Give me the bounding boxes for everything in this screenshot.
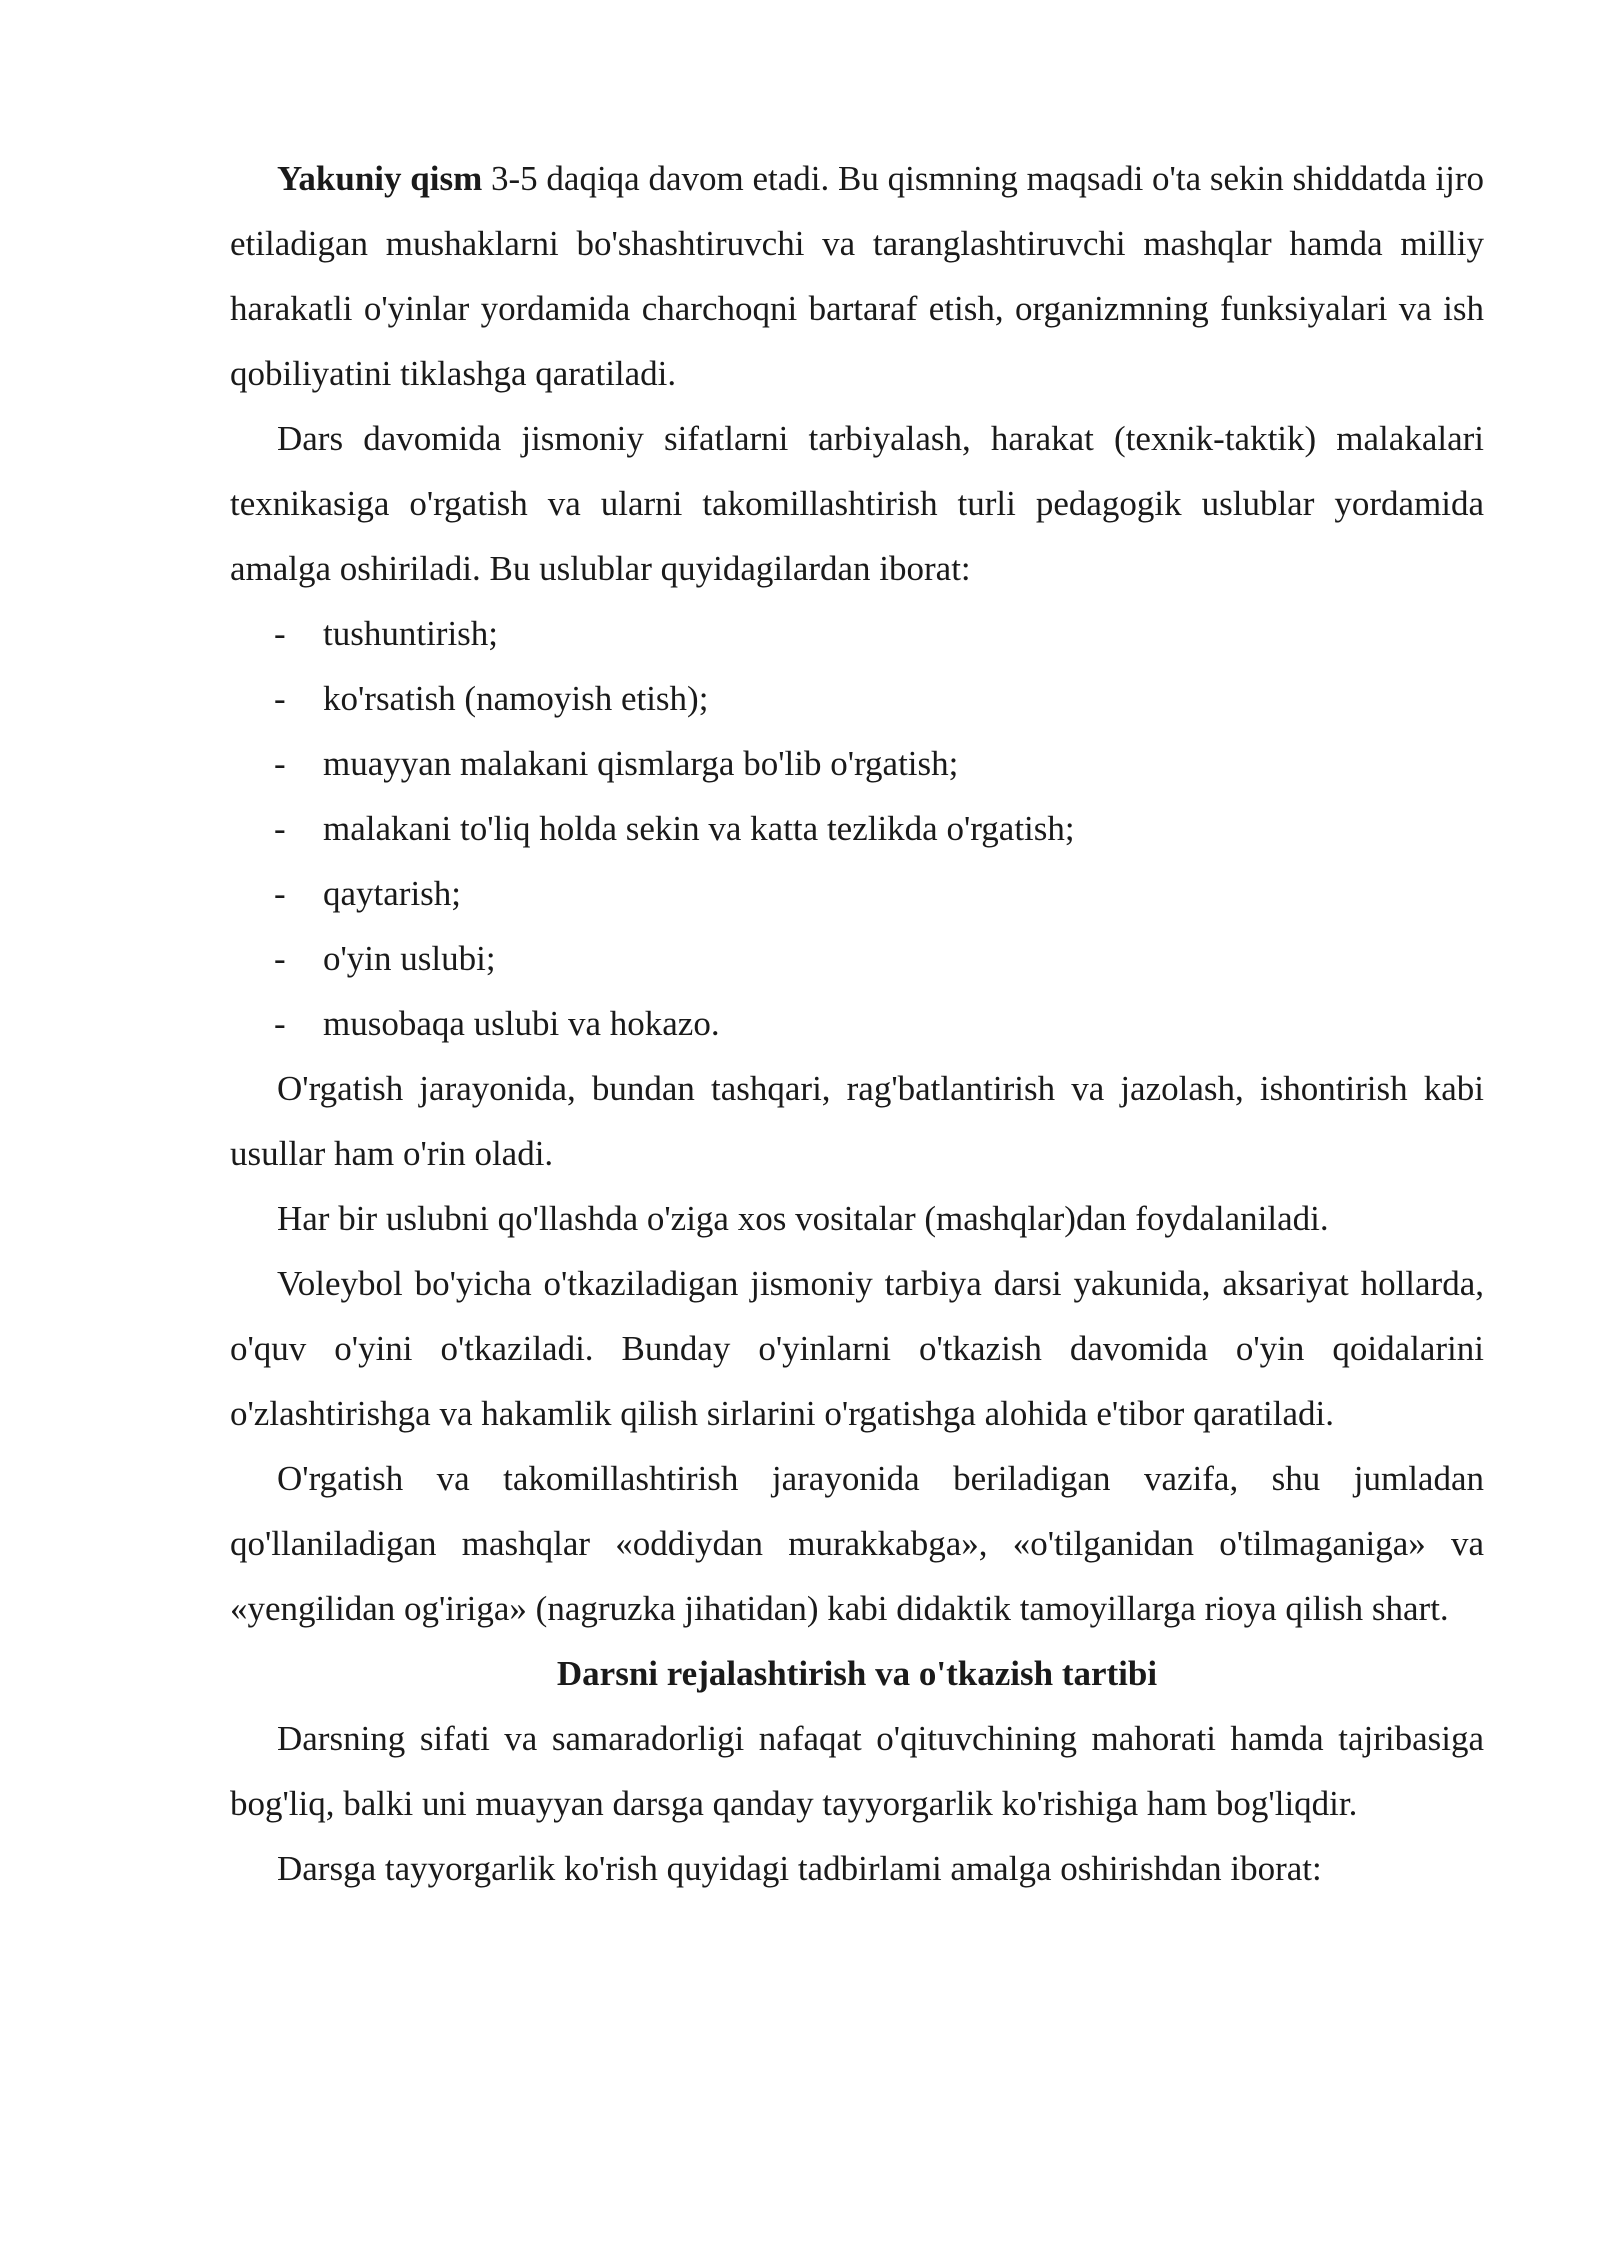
list-item: [230, 861, 1484, 926]
list-item: [230, 666, 1484, 731]
list-item: [230, 926, 1484, 991]
paragraph-lesson-quality: Darsning sifati va samaradorligi nafaqat o'qituvchining mahorati hamda tajribasiga bog'liq, balki uni muayyan darsga qanday tayyorgarlik ko'rishiga ham bog'liqdir.: [230, 1719, 1484, 1823]
list-item-text: malakani to'liq holda sekin va katta tezlikda o'rgatish;: [323, 809, 1075, 848]
paragraph-didactic-principles: O'rgatish va takomillashtirish jarayonida beriladigan vazifa, shu jumladan qo'llaniladigan mashqlar «oddiydan murakkabga», «o'tilganidan o'tilmaganiga» va «yengilidan og'iriga» (nagruzka jihatidan) kabi didaktik tamoyillarga rioya qilish shart.: [230, 1459, 1484, 1628]
paragraph-means: Har bir uslubni qo'llashda o'ziga xos vositalar (mashqlar)dan foydalaniladi.: [277, 1199, 1329, 1238]
paragraph-final-part: [230, 146, 1484, 406]
paragraph-volleyball: Voleybol bo'yicha o'tkaziladigan jismoniy tarbiya darsi yakunida, aksariyat hollarda, o'quv o'yini o'tkaziladi. Bunday o'yinlarni o'tkazish davomida o'yin qoidalarini o'zlashtirishga va hakamlik qilish sirlarini o'rgatishga alohida e'tibor qaratiladi.: [230, 1264, 1484, 1433]
list-item: [230, 796, 1484, 861]
list-dash: -: [274, 939, 286, 978]
paragraph-lead-term: Yakuniy qism: [277, 159, 483, 198]
list-item-text: ko'rsatish (namoyish etish);: [323, 679, 709, 718]
document-page: [230, 146, 1484, 1901]
paragraph-methods-intro: Dars davomida jismoniy sifatlarni tarbiyalash, harakat (texnik-taktik) malakalari texnikasiga o'rgatish va ularni takomillashtirish turli pedagogik uslublar yordamida amalga oshiriladi. Bu uslublar quyidagilardan iborat:: [230, 419, 1484, 588]
section-heading: Darsni rejalashtirish va o'tkazish tartibi: [556, 1654, 1158, 1693]
methods-list: [230, 601, 1484, 1056]
list-dash: -: [274, 744, 286, 783]
list-dash: -: [274, 874, 286, 913]
list-dash: -: [274, 809, 286, 848]
list-item-text: musobaqa uslubi va hokazo.: [323, 1004, 720, 1043]
list-item: [230, 601, 1484, 666]
list-item-text: tushuntirish;: [323, 614, 499, 653]
list-item-text: o'yin uslubi;: [323, 939, 496, 978]
list-item-text: qaytarish;: [323, 874, 462, 913]
list-item: [230, 991, 1484, 1056]
paragraph-teaching-methods: O'rgatish jarayonida, bundan tashqari, rag'batlantirish va jazolash, ishontirish kabi usullar ham o'rin oladi.: [230, 1069, 1484, 1173]
list-dash: -: [274, 614, 286, 653]
paragraph-lesson-preparation: Darsga tayyorgarlik ko'rish quyidagi tadbirlami amalga oshirishdan iborat:: [277, 1849, 1322, 1888]
list-item-text: muayyan malakani qismlarga bo'lib o'rgatish;: [323, 744, 959, 783]
list-dash: -: [274, 1004, 286, 1043]
list-item: [230, 731, 1484, 796]
list-dash: -: [274, 679, 286, 718]
paragraph-text: 3-5 daqiqa davom etadi. Bu qismning maqsadi o'ta sekin shiddatda ijro etiladigan mushaklarni bo'shashtiruvchi va taranglashtiruvchi mashqlar hamda milliy harakatli o'yinlar yordamida charchoqni bartaraf etish, organizmning funksiyalari va ish qobiliyatini tiklashga qaratiladi.: [230, 159, 1485, 393]
